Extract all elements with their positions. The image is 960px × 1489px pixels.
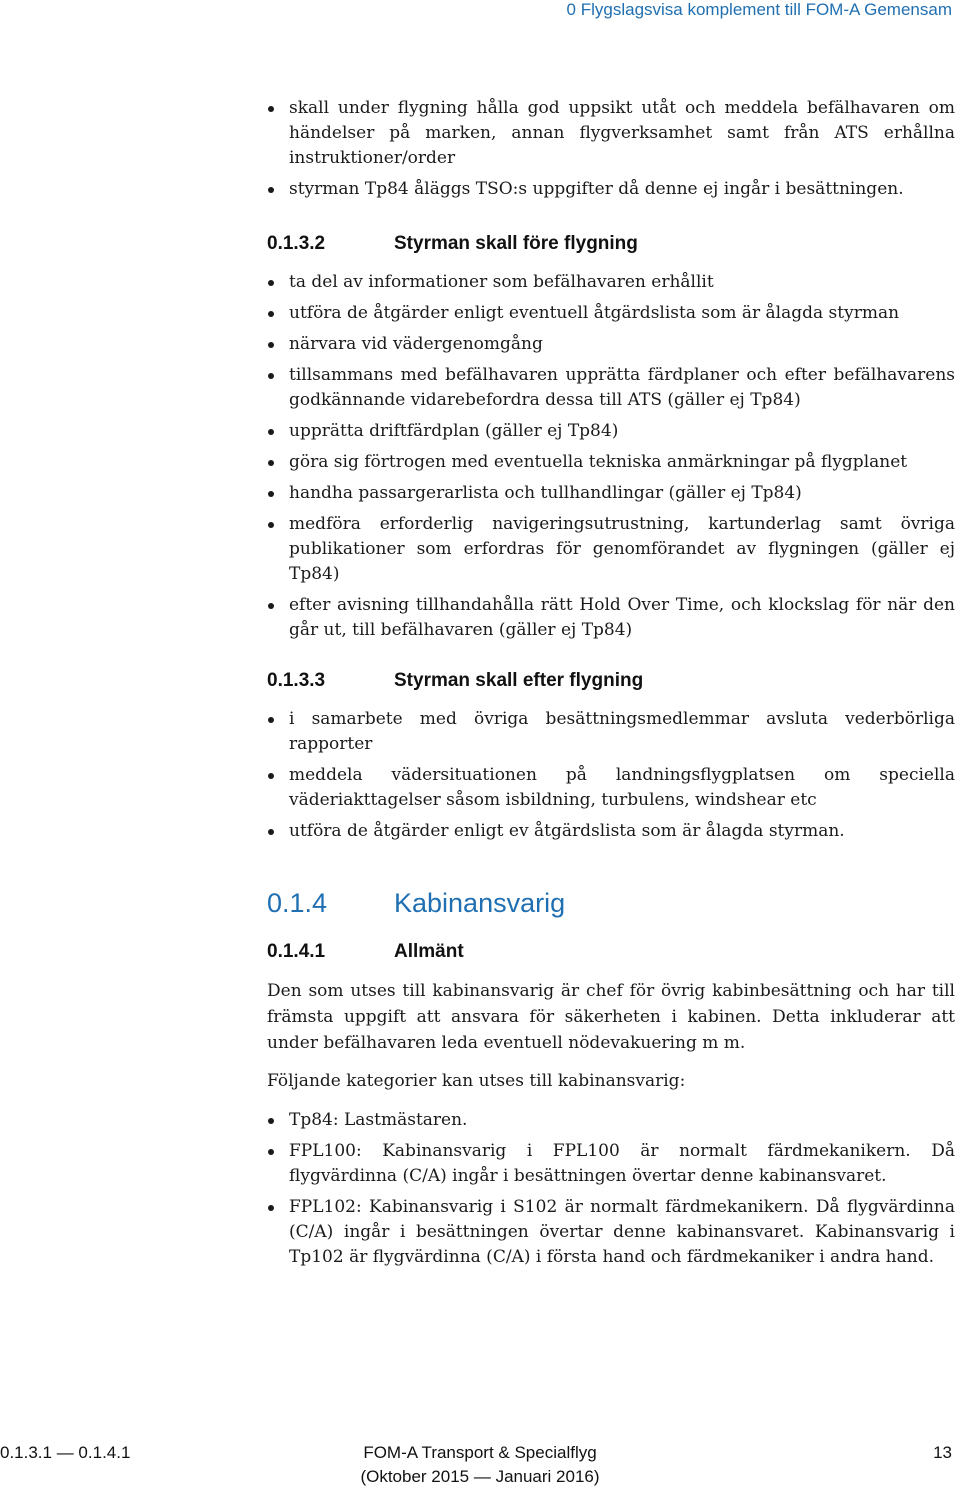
list-item: FPL100: Kabinansvarig i FPL100 är normalt färdmekanikern. Då flygvärdinna (C/A) ingår i besättningen övertar denne kabinansvaret. xyxy=(267,1139,955,1189)
paragraph: Följande kategorier kan utses till kabinansvarig: xyxy=(267,1071,686,1091)
section-heading-014 xyxy=(267,886,955,920)
footer-section-range: 0.1.3.1 — 0.1.4.1 xyxy=(0,1443,131,1462)
list-item: FPL102: Kabinansvarig i S102 är normalt färdmekanikern. Då flygvärdinna (C/A) ingår i besättningen övertar denne kabinansvaret. Kabinansvarig i Tp102 är flygvärdinna (C/A) i första hand och färdmekaniker i andra hand. xyxy=(267,1195,955,1270)
list-item: ta del av informationer som befälhavaren erhållit xyxy=(267,270,955,295)
list-item: göra sig förtrogen med eventuella tekniska anmärkningar på flygplanet xyxy=(267,450,955,475)
list-item: efter avisning tillhandahålla rätt Hold Over Time, och klockslag för när den går ut, till befälhavaren (gäller ej Tp84) xyxy=(267,593,955,643)
running-header: 0 Flygslagsvisa komplement till FOM-A Gemensam xyxy=(566,0,952,19)
section-title: Kabinansvarig xyxy=(394,888,566,918)
section-number: 0.1.3.2 xyxy=(267,233,326,254)
page-number: 13 xyxy=(933,1443,952,1462)
list-item: utföra de åtgärder enligt ev åtgärdslista som är ålagda styrman. xyxy=(267,819,955,844)
after-flight-list xyxy=(267,707,955,844)
list-item: handha passargerarlista och tullhandlingar (gäller ej Tp84) xyxy=(267,481,955,506)
section-title: Styrman skall efter flygning xyxy=(394,670,644,691)
footer-document-title xyxy=(0,1441,960,1489)
list-item: medföra erforderlig navigeringsutrustning, kartunderlag samt övriga publikationer som erfordras för genomförandet av flygningen (gäller ej Tp84) xyxy=(267,512,955,587)
section-number: 0.1.4 xyxy=(267,888,328,918)
intro-bullet-list xyxy=(267,96,955,202)
section-number: 0.1.3.3 xyxy=(267,670,326,691)
list-item: i samarbete med övriga besättningsmedlemmar avsluta vederbörliga rapporter xyxy=(267,707,955,757)
section-title: Allmänt xyxy=(394,941,464,962)
list-item: Tp84: Lastmästaren. xyxy=(267,1108,955,1133)
section-title: Styrman skall före flygning xyxy=(394,233,638,254)
section-heading-0141 xyxy=(267,940,955,964)
section-heading-0133 xyxy=(267,669,955,693)
list-item: meddela vädersituationen på landningsflygplatsen om speciella väderiakttagelser såsom isbildning, turbulens, windshear etc xyxy=(267,763,955,813)
section-number: 0.1.4.1 xyxy=(267,941,326,962)
list-item: styrman Tp84 åläggs TSO:s uppgifter då denne ej ingår i besättningen. xyxy=(267,177,955,202)
section-heading-0132 xyxy=(267,232,955,256)
cabin-category-list xyxy=(267,1108,955,1270)
paragraph: Den som utses till kabinansvarig är chef för övrig kabinbesättning och har till främsta uppgift att ansvara för säkerheten i kabinen. Detta inkluderar att under befälhavaren leda eventuell nödevakuering m m. xyxy=(267,981,955,1053)
list-item: närvara vid vädergenomgång xyxy=(267,332,955,357)
footer-date-line: (Oktober 2015 — Januari 2016) xyxy=(360,1467,600,1486)
list-item: upprätta driftfärdplan (gäller ej Tp84) xyxy=(267,419,955,444)
list-item: utföra de åtgärder enligt eventuell åtgärdslista som är ålagda styrman xyxy=(267,301,955,326)
before-flight-list xyxy=(267,270,955,643)
page-content xyxy=(267,96,955,1276)
footer-title-line: FOM-A Transport & Specialflyg xyxy=(363,1443,597,1462)
list-item: tillsammans med befälhavaren upprätta färdplaner och efter befälhavarens godkännande vidarebefordra dessa till ATS (gäller ej Tp84) xyxy=(267,363,955,413)
list-item: skall under flygning hålla god uppsikt utåt och meddela befälhavaren om händelser på marken, annan flygverksamhet samt från ATS erhållna instruktioner/order xyxy=(267,96,955,171)
